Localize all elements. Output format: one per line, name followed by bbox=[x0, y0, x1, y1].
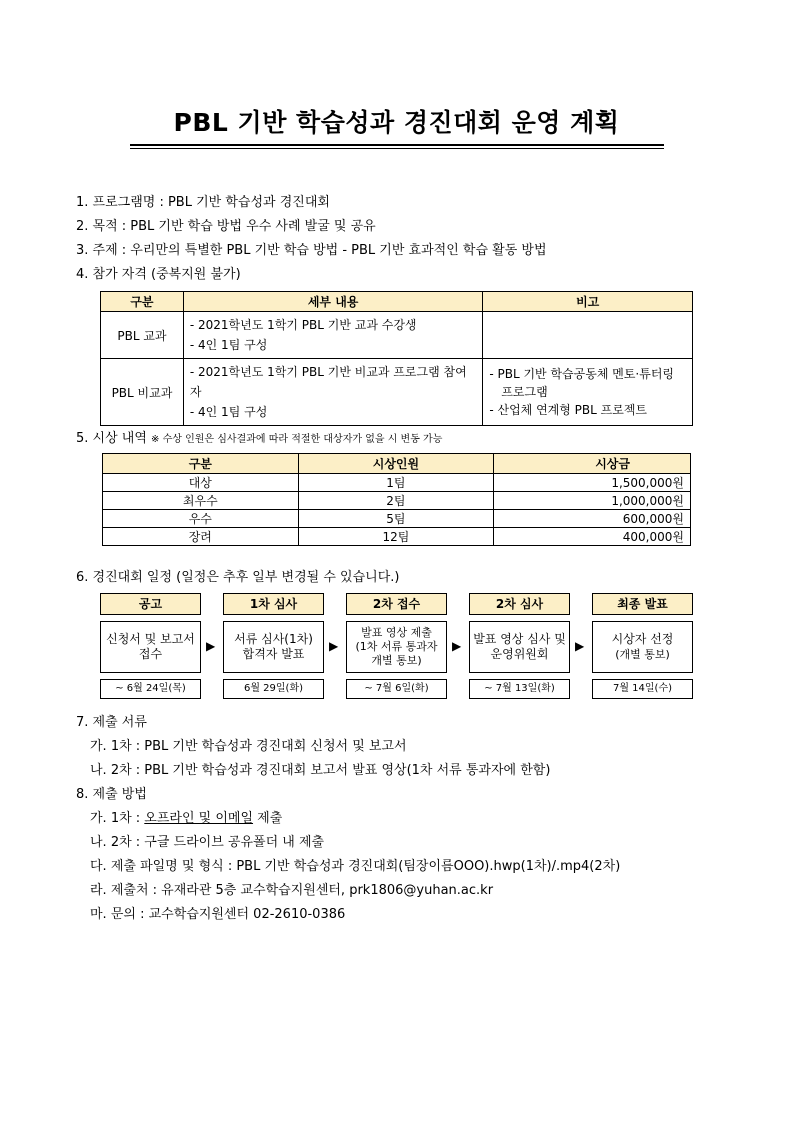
table-cell: 1,500,000원 bbox=[494, 474, 691, 492]
submission-item-4: 라. 제출처 : 유재라관 5층 교수학습지원센터, prk1806@yuhan.ac.kr bbox=[90, 883, 494, 898]
title-rule-thin bbox=[130, 148, 664, 149]
note-line: 프로그램 bbox=[501, 385, 548, 399]
table-row bbox=[103, 528, 691, 546]
note-line: - 산업체 연계형 PBL 프로젝트 bbox=[489, 403, 648, 417]
table-header: 시상인원 bbox=[298, 454, 494, 474]
stage-body-line: 신청서 및 보고서 bbox=[106, 632, 195, 646]
stage-body bbox=[100, 621, 201, 673]
table-row bbox=[103, 492, 691, 510]
submission-item-1-prefix: 가. 1차 : bbox=[90, 811, 145, 826]
stage-body-line: 개별 통보) bbox=[371, 654, 422, 667]
table-header: 비고 bbox=[483, 292, 693, 312]
stage-body-line: 접수 bbox=[138, 647, 163, 661]
detail-line: - 2021학년도 1학기 PBL 기반 비교과 프로그램 참여자 bbox=[189, 365, 467, 399]
detail-line: - 4인 1팀 구성 bbox=[189, 405, 268, 419]
table-header: 구분 bbox=[103, 454, 299, 474]
schedule-stage-notice bbox=[100, 593, 201, 699]
section-submission: 8. 제출 방법 bbox=[76, 787, 147, 802]
table-row bbox=[101, 359, 693, 426]
stage-body-line: 운영위원회 bbox=[490, 647, 549, 661]
table-header-row bbox=[101, 292, 693, 312]
detail-line: - 2021학년도 1학기 PBL 기반 교과 수강생 bbox=[189, 318, 417, 332]
stage-date: ~ 7월 6일(화) bbox=[346, 679, 447, 699]
documents-item-1: 가. 1차 : PBL 기반 학습성과 경진대회 신청서 및 보고서 bbox=[90, 739, 407, 754]
stage-body bbox=[346, 621, 447, 673]
stage-body-line: 발표 영상 심사 및 bbox=[473, 632, 566, 646]
table-cell: 12팀 bbox=[298, 528, 494, 546]
table-cell: 600,000원 bbox=[494, 510, 691, 528]
section-awards bbox=[76, 427, 442, 446]
table-cell: 장려 bbox=[103, 528, 299, 546]
schedule-stage-first-review bbox=[223, 593, 324, 699]
stage-heading: 최종 발표 bbox=[592, 593, 693, 615]
table-cell: 대상 bbox=[103, 474, 299, 492]
table-header-row bbox=[103, 454, 691, 474]
table-row bbox=[101, 312, 693, 359]
detail-line: - 4인 1팀 구성 bbox=[189, 338, 268, 352]
stage-heading: 2차 접수 bbox=[346, 593, 447, 615]
arrow-icon: ▶ bbox=[452, 639, 462, 653]
stage-date: 7월 14일(수) bbox=[592, 679, 693, 699]
stage-body-line: (1차 서류 통과자 bbox=[355, 640, 438, 653]
title-rule bbox=[130, 144, 664, 146]
submission-item-3: 다. 제출 파일명 및 형식 : PBL 기반 학습성과 경진대회(팀장이름OOO).hwp(1차)/.mp4(2차) bbox=[90, 859, 621, 874]
table-cell: 1팀 bbox=[298, 474, 494, 492]
stage-body bbox=[223, 621, 324, 673]
submission-method-underlined: 오프라인 및 이메일 bbox=[144, 811, 254, 826]
stage-date: ~ 6월 24일(목) bbox=[100, 679, 201, 699]
table-cell: 1,000,000원 bbox=[494, 492, 691, 510]
stage-heading: 2차 심사 bbox=[469, 593, 570, 615]
documents-item-2: 나. 2차 : PBL 기반 학습성과 경진대회 보고서 발표 영상(1차 서류 통과자에 한함) bbox=[90, 763, 551, 778]
table-header: 시상금 bbox=[494, 454, 691, 474]
arrow-icon: ▶ bbox=[575, 639, 585, 653]
section-documents: 7. 제출 서류 bbox=[76, 715, 147, 730]
table-row bbox=[103, 510, 691, 528]
page-title: PBL 기반 학습성과 경진대회 운영 계획 bbox=[173, 108, 620, 137]
table-cell: 우수 bbox=[103, 510, 299, 528]
stage-heading: 1차 심사 bbox=[223, 593, 324, 615]
table-cell bbox=[183, 359, 482, 426]
stage-date: 6월 29일(화) bbox=[223, 679, 324, 699]
arrow-icon: ▶ bbox=[206, 639, 216, 653]
section-topic: 3. 주제 : 우리만의 특별한 PBL 기반 학습 방법 - PBL 기반 효과적인 학습 활동 방법 bbox=[76, 243, 547, 258]
table-cell bbox=[483, 359, 693, 426]
stage-body-line: 서류 심사(1차) bbox=[234, 632, 313, 646]
eligibility-table bbox=[100, 291, 693, 426]
section-awards-label: 5. 시상 내역 bbox=[76, 431, 147, 446]
section-schedule: 6. 경진대회 일정 (일정은 추후 일부 변경될 수 있습니다.) bbox=[76, 570, 400, 585]
stage-body-line: 발표 영상 제출 bbox=[361, 626, 432, 639]
arrow-icon: ▶ bbox=[329, 639, 339, 653]
stage-heading: 공고 bbox=[100, 593, 201, 615]
stage-body-line: 시상자 선정 bbox=[611, 632, 674, 646]
stage-body bbox=[592, 621, 693, 673]
submission-item-1-suffix: 제출 bbox=[253, 811, 283, 826]
schedule-stage-second-review bbox=[469, 593, 570, 699]
table-cell: 5팀 bbox=[298, 510, 494, 528]
submission-item-2: 나. 2차 : 구글 드라이브 공유폴더 내 제출 bbox=[90, 835, 325, 850]
awards-table bbox=[102, 453, 691, 546]
table-cell: 2팀 bbox=[298, 492, 494, 510]
table-cell bbox=[183, 312, 482, 359]
schedule-stage-second-submission bbox=[346, 593, 447, 699]
schedule-stage-final-announcement bbox=[592, 593, 693, 699]
table-cell: PBL 교과 bbox=[101, 312, 184, 359]
table-row bbox=[103, 474, 691, 492]
table-cell: 400,000원 bbox=[494, 528, 691, 546]
stage-body bbox=[469, 621, 570, 673]
section-program-name: 1. 프로그램명 : PBL 기반 학습성과 경진대회 bbox=[76, 195, 330, 210]
table-header: 구분 bbox=[101, 292, 184, 312]
table-cell: PBL 비교과 bbox=[101, 359, 184, 426]
stage-body-line: 합격자 발표 bbox=[242, 647, 305, 661]
awards-note: ※ 수상 인원은 심사결과에 따라 적절한 대상자가 없을 시 변동 가능 bbox=[151, 434, 443, 445]
stage-date: ~ 7월 13일(화) bbox=[469, 679, 570, 699]
section-eligibility: 4. 참가 자격 (중복지원 불가) bbox=[76, 267, 241, 282]
table-cell: 최우수 bbox=[103, 492, 299, 510]
table-header: 세부 내용 bbox=[183, 292, 482, 312]
note-line: - PBL 기반 학습공동체 멘토·튜터링 bbox=[489, 367, 675, 381]
section-purpose: 2. 목적 : PBL 기반 학습 방법 우수 사례 발굴 및 공유 bbox=[76, 219, 376, 234]
submission-item-5: 마. 문의 : 교수학습지원센터 02-2610-0386 bbox=[90, 907, 346, 922]
table-cell bbox=[483, 312, 693, 359]
submission-item-1 bbox=[90, 807, 282, 826]
stage-body-line: (개별 통보) bbox=[615, 648, 670, 661]
